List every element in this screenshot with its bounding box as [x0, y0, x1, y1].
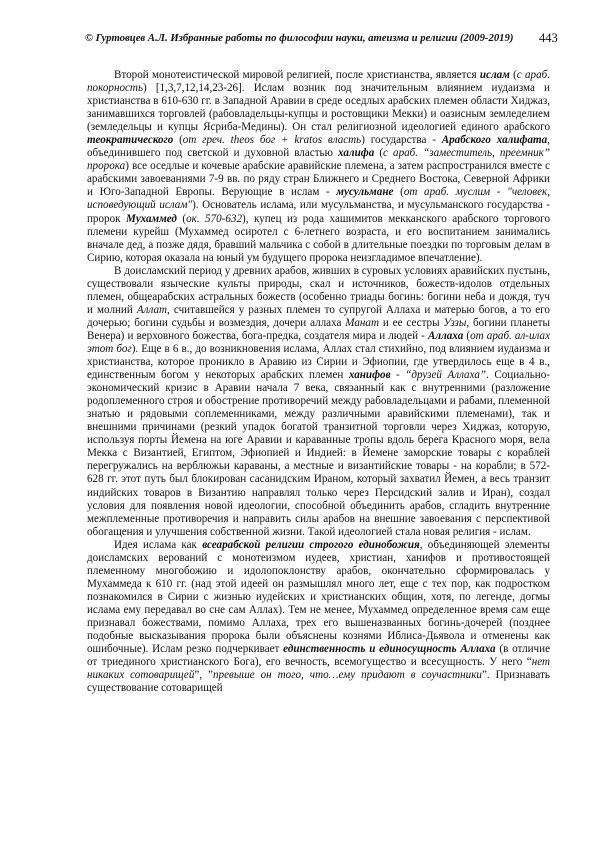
- emphasized-term: Аллаха: [428, 329, 464, 342]
- text-run: (в отличие от триединого христианского Бога), его вечность, всемогущество и всесущность. У него “: [87, 643, 550, 669]
- paragraph-1: [87, 69, 550, 265]
- text-run: ) государства -: [361, 134, 442, 147]
- italic-text: ок. 570-632: [186, 212, 243, 225]
- paragraph-2: [87, 265, 550, 539]
- emphasized-term: единственность и единосущность Аллаха: [283, 643, 496, 656]
- emphasized-term: теократического: [87, 134, 174, 147]
- text-run: (: [509, 69, 517, 81]
- italic-text: Аллат: [136, 303, 168, 316]
- text-run: (: [374, 147, 384, 160]
- text-run: Идея ислама как: [114, 538, 203, 551]
- page-header: [0, 32, 600, 52]
- text-run: -: [390, 369, 406, 382]
- italic-text: от араб. муслим - "человек, исповедующий ислам": [87, 186, 551, 212]
- italic-text: “друзей Аллаха”: [405, 369, 487, 382]
- text-run: (: [463, 329, 471, 342]
- emphasized-term: ханифов: [348, 369, 391, 382]
- italic-text: от араб. ал-илах этот бог: [87, 329, 550, 355]
- text-run: ). Основатель ислама, или мусульманства, и мусульманского государства - пророк: [87, 199, 550, 225]
- emphasized-term: Арабского халифата: [441, 134, 548, 147]
- text-run: ). Еще в 6 в., до возникновения ислама, Аллах стал стихийно, под влиянием иудаизма и христианства, которое проникло в Аравию из Сирии и Эфиопии, где утвердилось еще в 4 в., единственным богом у некоторых арабских племен: [87, 342, 550, 382]
- text-run: ”. Признавать существование сотоварищей: [87, 669, 550, 695]
- running-title: © Гуртовцев А.Л. Избранные работы по философии науки, атеизма и религии (2009-2019): [85, 32, 514, 44]
- italic-text: Уззы: [443, 316, 467, 329]
- text-run: , объединяющей элементы доисламских верований с монотеизмом иудеев, христиан, ханифов и противостоящей племенному многобожию и идолопоклонству арабов, окончательно сформировалась у Мухаммеда к 610 гг. (над этой идеей он размышлял много лет, еще с тех пор, как подростком познакомился в Сирии с жизнью иудейских и христианских общин, хотя, по легенде, догмы ислама ему передавал во сне сам Аллах). Тем не менее, Мухаммед определенное время сам еще признавал божествами, помимо Аллаха, трех его вышеназванных богинь-дочерей (позднее подобные высказывания пророка были объяснены кознями Иблиса-Дьявола и отменены как ошибочные). Ислам резко подчеркивает: [87, 538, 550, 656]
- text-run: ), купец из рода хашимитов мекканского арабского торгового племени курейш (Мухаммед осиротел с 6-летнего возраста, и его воспитанием занимались вначале дед, а позже дядя, бравший мальчика с собой в длительные поездки по торговым делам в Сирию, которая оказала на юный ум будущего пророка неизгладимое впечатление).: [87, 212, 550, 264]
- emphasized-term: ислам: [479, 69, 510, 81]
- text-run: (: [176, 212, 187, 225]
- text-run: Второй монотеистической мировой религией, после христианства, является: [114, 69, 480, 81]
- text-run: и ее сестры: [378, 316, 444, 329]
- italic-text: нет никаких сотоварищей: [87, 656, 550, 682]
- italic-text: с араб. “заместитель, преемник” пророка: [87, 147, 550, 173]
- italic-text: Манат: [345, 316, 379, 329]
- emphasized-term: всеарабской религии строгого единобожия: [202, 538, 420, 551]
- italic-text: от греч. theos бог + kratos власть: [182, 134, 362, 147]
- text-run: , богини планеты Венера) и верховного божества, бога-предка, создателя мира и людей -: [87, 316, 550, 342]
- emphasized-term: халифа: [337, 147, 375, 160]
- text-run: В доисламский период у древних арабов, живших в суровых условиях аравийских пустынь, существовали языческие культы природы, скал и источников, божеств-идолов отдельных племен, общеарабских астральных божеств (особенно триады богинь: богини неба и дождя, туч и молний: [87, 264, 550, 316]
- page-number: 443: [539, 31, 558, 45]
- text-run: . Социально- экономический кризис в Аравии начала 7 века, связанный как с внутренними (разложение родоплеменного строя и обострение противоречий между рабовладельцами и рабами, племенной знатью и рядовыми соплеменниками, между различными аравийскими племенами), так и внешними причинами (резкий упадок богатой транзитной торговли через Хиджаз, которую, используя порты Йемена на юге Аравии и караванные тропы вдоль берега Красного моря, вела Мекка с Византией, Египтом, Эфиопией и Индией: в Йемене заморские товары с кораблей перегружались на верблюжьи караваны, а местные и византийские товары - на корабли; в 572-628 гг. этот путь был блокирован сасанидским Ираном, который захватил Йемен, а весь транзит индийских товаров в Византию направлял только через Персидский залив и Иран), создал условия для появления новой идеологии, способной объединить арабов, сгладить внутренние межплеменные противоречия и направить силы арабов на внешние завоевания с перспективой обогащения и улучшения собственной жизни. Такой идеологией стала новая религия - ислам.: [87, 369, 550, 538]
- italic-text: превыше он того, что…ему придают в соучастники: [212, 669, 482, 682]
- text-run: ) [1,3,7,12,14,23-26]. Ислам возник под значительным влиянием иудаизма и христианства в 610-630 гг. в Западной Аравии в среде оседлых арабских племен области Хиджаз, занимавшихся торговлей (рабовладельцы-купцы и ростовщики Мекки) и оазисным земледелием (земледельцы и купцы Ясриба-Медины). Он стал религиозной идеологией единого арабского: [87, 82, 550, 134]
- text-run: (: [173, 134, 183, 147]
- text-run: , считавшейся у разных племен то супругой Аллаха и матерью богов, а то его дочерью; богини судьбы и возмездия, дочери аллаха: [87, 303, 550, 329]
- emphasized-term: Мухаммед: [125, 212, 177, 225]
- emphasized-term: мусульмане: [336, 186, 394, 199]
- paragraph-3: [87, 539, 550, 696]
- italic-text: с араб. покорность: [87, 69, 551, 95]
- body-text: [87, 69, 550, 695]
- text-run: ) все оседлые и кочевые арабские аравийские племена, а затем распространился вместе с арабскими завоеваниями 7-9 вв. по ряду стран Ближнего и Среднего Востока, Северной Африки и Юго-Западной Европы. Верующие в ислам -: [87, 160, 550, 199]
- text-run: ”, ”: [194, 669, 213, 682]
- text-run: , объединившего под светской и духовной властью: [87, 134, 550, 160]
- text-run: (: [393, 186, 404, 199]
